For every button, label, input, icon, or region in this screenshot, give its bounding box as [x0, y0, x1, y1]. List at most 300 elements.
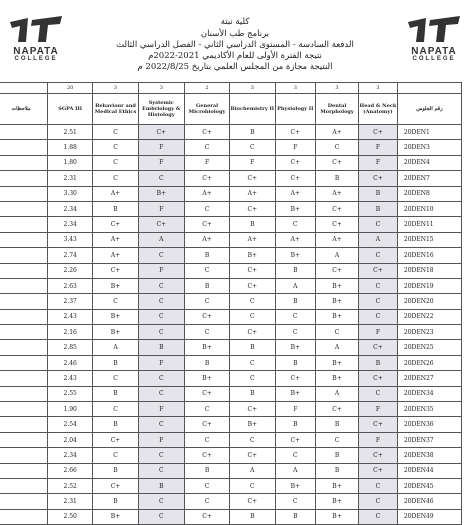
seat-number-cell: 20DEN18: [397, 263, 461, 278]
head-neck-grade: B: [359, 355, 398, 370]
behaviour-grade: C: [93, 448, 138, 463]
microbiology-grade: B+: [184, 371, 229, 386]
microbiology-grade: C: [184, 494, 229, 509]
napata-logo-right: [402, 16, 466, 66]
physiology-grade: C: [275, 217, 316, 232]
table-row: [0, 294, 462, 309]
sgpa-cell: 2.26: [48, 263, 93, 278]
notes-cell: [0, 402, 48, 417]
logo-wordmark: NAPATA: [13, 46, 59, 57]
microbiology-grade: C+: [184, 217, 229, 232]
seat-number-cell: 20DEN26: [397, 355, 461, 370]
physiology-grade: C: [275, 494, 316, 509]
header-dental-morphology: Dental Morphology: [316, 94, 359, 125]
notes-cell: [0, 171, 48, 186]
table-row: [0, 248, 462, 263]
physiology-grade: C: [275, 325, 316, 340]
embryology-grade: F: [138, 155, 184, 170]
header-seat-number: رقم الجلوس: [397, 94, 461, 125]
biochemistry-grade: C: [230, 140, 275, 155]
biochemistry-grade: C: [230, 294, 275, 309]
seat-number-cell: 20DEN35: [397, 402, 461, 417]
credit-hours-cell: 3: [93, 83, 138, 94]
logo-wordmark: NAPATA: [411, 46, 457, 57]
notes-cell: [0, 155, 48, 170]
table-row: [0, 125, 462, 140]
behaviour-grade: C: [93, 140, 138, 155]
behaviour-grade: B: [93, 494, 138, 509]
behaviour-grade: B+: [93, 509, 138, 524]
notes-cell: [0, 386, 48, 401]
embryology-grade: C: [138, 248, 184, 263]
dental-morphology-grade: B+: [316, 355, 359, 370]
embryology-grade: C: [138, 509, 184, 524]
dental-morphology-grade: A+: [316, 232, 359, 247]
dental-morphology-grade: C+: [316, 155, 359, 170]
microbiology-grade: C+: [184, 309, 229, 324]
sgpa-cell: 1.90: [48, 402, 93, 417]
header-microbiology: General Microbiology: [184, 94, 229, 125]
dental-morphology-grade: C+: [316, 217, 359, 232]
notes-cell: [0, 186, 48, 201]
table-row: [0, 340, 462, 355]
physiology-grade: B: [275, 509, 316, 524]
physiology-grade: C+: [275, 171, 316, 186]
head-neck-grade: C+: [359, 263, 398, 278]
header-embryology: Systemic Embriology & Histology: [138, 94, 184, 125]
dental-morphology-grade: B+: [316, 371, 359, 386]
notes-cell: [0, 432, 48, 447]
microbiology-grade: C+: [184, 509, 229, 524]
header-sgpa: SGPA III: [48, 94, 93, 125]
dental-morphology-grade: B+: [316, 278, 359, 293]
behaviour-grade: B+: [93, 325, 138, 340]
head-neck-grade: C: [359, 217, 398, 232]
physiology-grade: B: [275, 355, 316, 370]
behaviour-grade: C+: [93, 478, 138, 493]
sgpa-cell: 2.50: [48, 509, 93, 524]
seat-number-cell: 20DEN27: [397, 371, 461, 386]
microbiology-grade: C: [184, 402, 229, 417]
sgpa-cell: 1.80: [48, 155, 93, 170]
biochemistry-grade: C+: [230, 171, 275, 186]
credit-hours-cell: 3: [359, 83, 398, 94]
credit-hours-cell: [0, 83, 48, 94]
seat-number-cell: 20DEN22: [397, 309, 461, 324]
biochemistry-grade: C+: [230, 201, 275, 216]
dental-morphology-grade: A: [316, 248, 359, 263]
table-row: [0, 448, 462, 463]
head-neck-grade: C+: [359, 417, 398, 432]
notes-cell: [0, 355, 48, 370]
head-neck-grade: C+: [359, 371, 398, 386]
sgpa-cell: 2.46: [48, 355, 93, 370]
batch-level-line: الدفعة السادسة - المستوى الدراسي الثاني - الفصل الدراسي الثالث: [116, 40, 354, 50]
credit-hours-cell: 3: [138, 83, 184, 94]
result-period-line: نتيجة الفترة الأولى للعام الأكاديمي 2021-2022م: [148, 51, 322, 61]
microbiology-grade: B: [184, 355, 229, 370]
seat-number-cell: 20DEN45: [397, 478, 461, 493]
biochemistry-grade: B+: [230, 417, 275, 432]
logo-subtitle: COLLEGE: [412, 56, 456, 62]
head-neck-grade: C: [359, 478, 398, 493]
notes-cell: [0, 217, 48, 232]
behaviour-grade: B+: [93, 278, 138, 293]
subject-header-row: [0, 94, 462, 125]
sgpa-cell: 3.43: [48, 232, 93, 247]
physiology-grade: B+: [275, 248, 316, 263]
sgpa-cell: 2.55: [48, 386, 93, 401]
table-row: [0, 140, 462, 155]
table-row: [0, 478, 462, 493]
header-biochemistry: Biochemistry II: [230, 94, 275, 125]
credit-hours-cell: 20: [48, 83, 93, 94]
microbiology-grade: C+: [184, 386, 229, 401]
sgpa-cell: 2.37: [48, 294, 93, 309]
table-row: [0, 494, 462, 509]
table-row: [0, 217, 462, 232]
header-notes: ملاحظات: [0, 94, 48, 125]
results-table: [0, 82, 462, 525]
behaviour-grade: B: [93, 386, 138, 401]
logo-subtitle: COLLEGE: [14, 56, 58, 62]
microbiology-grade: F: [184, 155, 229, 170]
embryology-grade: C: [138, 171, 184, 186]
table-row: [0, 432, 462, 447]
microbiology-grade: B: [184, 463, 229, 478]
table-row: [0, 263, 462, 278]
credit-hours-cell: 3: [230, 83, 275, 94]
physiology-grade: C: [275, 309, 316, 324]
microbiology-grade: C: [184, 432, 229, 447]
physiology-grade: F: [275, 140, 316, 155]
sgpa-cell: 2.63: [48, 278, 93, 293]
behaviour-grade: C: [93, 402, 138, 417]
sgpa-cell: 2.34: [48, 217, 93, 232]
notes-cell: [0, 201, 48, 216]
behaviour-grade: B+: [93, 309, 138, 324]
notes-cell: [0, 140, 48, 155]
table-row: [0, 309, 462, 324]
sgpa-cell: 2.43: [48, 309, 93, 324]
biochemistry-grade: B: [230, 340, 275, 355]
physiology-grade: C: [275, 448, 316, 463]
header-behaviour: Behaviour and Medical Ethics: [93, 94, 138, 125]
table-row: [0, 371, 462, 386]
physiology-grade: C+: [275, 155, 316, 170]
embryology-grade: C: [138, 309, 184, 324]
head-neck-grade: A: [359, 232, 398, 247]
behaviour-grade: A: [93, 340, 138, 355]
notes-cell: [0, 248, 48, 263]
head-neck-grade: C: [359, 278, 398, 293]
biochemistry-grade: C+: [230, 402, 275, 417]
microbiology-grade: C: [184, 140, 229, 155]
table-row: [0, 463, 462, 478]
biochemistry-grade: B: [230, 386, 275, 401]
biochemistry-grade: C: [230, 371, 275, 386]
biochemistry-grade: A+: [230, 232, 275, 247]
embryology-grade: C: [138, 448, 184, 463]
physiology-grade: C+: [275, 371, 316, 386]
head-neck-grade: F: [359, 155, 398, 170]
embryology-grade: F: [138, 355, 184, 370]
seat-number-cell: 20DEN11: [397, 217, 461, 232]
microbiology-grade: A+: [184, 232, 229, 247]
behaviour-grade: C: [93, 171, 138, 186]
embryology-grade: B+: [138, 186, 184, 201]
behaviour-grade: B: [93, 355, 138, 370]
notes-cell: [0, 371, 48, 386]
head-neck-grade: F: [359, 140, 398, 155]
physiology-grade: A: [275, 278, 316, 293]
head-neck-grade: C+: [359, 125, 398, 140]
microbiology-grade: B: [184, 248, 229, 263]
embryology-grade: B: [138, 340, 184, 355]
sgpa-cell: 1.88: [48, 140, 93, 155]
biochemistry-grade: B: [230, 125, 275, 140]
behaviour-grade: A+: [93, 232, 138, 247]
seat-number-cell: 20DEN20: [397, 294, 461, 309]
notes-cell: [0, 278, 48, 293]
dental-morphology-grade: B: [316, 463, 359, 478]
biochemistry-grade: C: [230, 355, 275, 370]
head-neck-grade: C: [359, 294, 398, 309]
embryology-grade: C+: [138, 125, 184, 140]
dental-morphology-grade: C+: [316, 402, 359, 417]
biochemistry-grade: C+: [230, 263, 275, 278]
biochemistry-grade: F: [230, 155, 275, 170]
sgpa-cell: 2.31: [48, 171, 93, 186]
biochemistry-grade: C: [230, 432, 275, 447]
dental-morphology-grade: C: [316, 140, 359, 155]
sgpa-cell: 2.74: [48, 248, 93, 263]
napata-logo-mark-icon: [402, 16, 466, 46]
sgpa-cell: 2.43: [48, 371, 93, 386]
notes-cell: [0, 340, 48, 355]
notes-cell: [0, 263, 48, 278]
table-row: [0, 171, 462, 186]
physiology-grade: B+: [275, 340, 316, 355]
credit-hours-cell: 3: [316, 83, 359, 94]
embryology-grade: C+: [138, 217, 184, 232]
sgpa-cell: 2.34: [48, 201, 93, 216]
head-neck-grade: F: [359, 432, 398, 447]
table-row: [0, 186, 462, 201]
head-neck-grade: F: [359, 325, 398, 340]
head-neck-grade: C: [359, 309, 398, 324]
embryology-grade: C: [138, 417, 184, 432]
credit-hours-cell: 3: [275, 83, 316, 94]
microbiology-grade: B+: [184, 340, 229, 355]
behaviour-grade: C+: [93, 263, 138, 278]
embryology-grade: B: [138, 478, 184, 493]
head-neck-grade: C: [359, 509, 398, 524]
microbiology-grade: C: [184, 201, 229, 216]
dental-morphology-grade: B+: [316, 509, 359, 524]
sgpa-cell: 2.16: [48, 325, 93, 340]
biochemistry-grade: A: [230, 463, 275, 478]
microbiology-grade: C: [184, 263, 229, 278]
embryology-grade: F: [138, 201, 184, 216]
physiology-grade: A: [275, 463, 316, 478]
approval-line: النتيجة مجازة من المجلس العلمي بتاريخ 2022/8/25 م: [137, 62, 333, 72]
physiology-grade: B: [275, 417, 316, 432]
head-neck-grade: B: [359, 186, 398, 201]
notes-cell: [0, 294, 48, 309]
seat-number-cell: 20DEN8: [397, 186, 461, 201]
notes-cell: [0, 232, 48, 247]
dental-morphology-grade: C+: [316, 201, 359, 216]
biochemistry-grade: C+: [230, 448, 275, 463]
behaviour-grade: B: [93, 463, 138, 478]
embryology-grade: C: [138, 386, 184, 401]
head-neck-grade: C: [359, 248, 398, 263]
notes-cell: [0, 463, 48, 478]
biochemistry-grade: C+: [230, 278, 275, 293]
biochemistry-grade: C+: [230, 494, 275, 509]
embryology-grade: F: [138, 140, 184, 155]
notes-cell: [0, 309, 48, 324]
table-row: [0, 232, 462, 247]
sgpa-cell: 2.52: [48, 478, 93, 493]
dental-morphology-grade: A+: [316, 125, 359, 140]
sgpa-cell: 2.54: [48, 417, 93, 432]
head-neck-grade: C: [359, 386, 398, 401]
embryology-grade: C: [138, 463, 184, 478]
notes-cell: [0, 125, 48, 140]
head-neck-grade: C+: [359, 463, 398, 478]
table-row: [0, 402, 462, 417]
seat-number-cell: 20DEN1: [397, 125, 461, 140]
behaviour-grade: C: [93, 371, 138, 386]
biochemistry-grade: C: [230, 309, 275, 324]
table-row: [0, 278, 462, 293]
napata-logo-mark-icon: [4, 16, 68, 46]
notes-cell: [0, 417, 48, 432]
microbiology-grade: C+: [184, 125, 229, 140]
seat-number-cell: 20DEN46: [397, 494, 461, 509]
embryology-grade: C: [138, 494, 184, 509]
table-row: [0, 386, 462, 401]
physiology-grade: B+: [275, 386, 316, 401]
behaviour-grade: C: [93, 155, 138, 170]
dental-morphology-grade: C: [316, 325, 359, 340]
embryology-grade: A: [138, 232, 184, 247]
behaviour-grade: B: [93, 201, 138, 216]
dental-morphology-grade: B+: [316, 494, 359, 509]
notes-cell: [0, 494, 48, 509]
behaviour-grade: A+: [93, 248, 138, 263]
dental-morphology-grade: C+: [316, 263, 359, 278]
table-row: [0, 155, 462, 170]
physiology-grade: C+: [275, 432, 316, 447]
seat-number-cell: 20DEN16: [397, 248, 461, 263]
dental-morphology-grade: B+: [316, 294, 359, 309]
credit-hours-row: [0, 83, 462, 94]
college-name: كلية نبتة: [220, 17, 250, 27]
behaviour-grade: C: [93, 125, 138, 140]
program-name: برنامج طب الأسنان: [200, 29, 270, 39]
biochemistry-grade: B: [230, 217, 275, 232]
seat-number-cell: 20DEN34: [397, 386, 461, 401]
table-row: [0, 201, 462, 216]
head-neck-grade: C+: [359, 340, 398, 355]
notes-cell: [0, 478, 48, 493]
head-neck-grade: B: [359, 201, 398, 216]
dental-morphology-grade: B+: [316, 478, 359, 493]
sgpa-cell: 2.85: [48, 340, 93, 355]
seat-number-cell: 20DEN49: [397, 509, 461, 524]
notes-cell: [0, 509, 48, 524]
sgpa-cell: 2.34: [48, 448, 93, 463]
microbiology-grade: C+: [184, 448, 229, 463]
behaviour-grade: C+: [93, 217, 138, 232]
seat-number-cell: 20DEN25: [397, 340, 461, 355]
biochemistry-grade: C+: [230, 325, 275, 340]
notes-cell: [0, 448, 48, 463]
seat-number-cell: 20DEN38: [397, 448, 461, 463]
embryology-grade: C: [138, 294, 184, 309]
sgpa-cell: 2.31: [48, 494, 93, 509]
physiology-grade: A+: [275, 232, 316, 247]
microbiology-grade: C: [184, 478, 229, 493]
seat-number-cell: 20DEN19: [397, 278, 461, 293]
embryology-grade: F: [138, 432, 184, 447]
physiology-grade: B: [275, 294, 316, 309]
microbiology-grade: C+: [184, 417, 229, 432]
physiology-grade: A+: [275, 186, 316, 201]
table-row: [0, 417, 462, 432]
seat-number-cell: 20DEN44: [397, 463, 461, 478]
credit-hours-cell: 2: [184, 83, 229, 94]
seat-number-cell: 20DEN23: [397, 325, 461, 340]
biochemistry-grade: B: [230, 509, 275, 524]
seat-number-cell: 20DEN4: [397, 155, 461, 170]
seat-number-cell: 20DEN7: [397, 171, 461, 186]
head-neck-grade: C+: [359, 171, 398, 186]
seat-number-cell: 20DEN15: [397, 232, 461, 247]
table-row: [0, 355, 462, 370]
dental-morphology-grade: B+: [316, 309, 359, 324]
credit-hours-cell: [397, 83, 461, 94]
embryology-grade: C: [138, 371, 184, 386]
physiology-grade: B+: [275, 201, 316, 216]
dental-morphology-grade: C: [316, 432, 359, 447]
seat-number-cell: 20DEN36: [397, 417, 461, 432]
seat-number-cell: 20DEN37: [397, 432, 461, 447]
dental-morphology-grade: A+: [316, 186, 359, 201]
sgpa-cell: 3.30: [48, 186, 93, 201]
physiology-grade: B: [275, 263, 316, 278]
behaviour-grade: A+: [93, 186, 138, 201]
sgpa-cell: 2.04: [48, 432, 93, 447]
biochemistry-grade: A+: [230, 186, 275, 201]
behaviour-grade: C+: [93, 432, 138, 447]
seat-number-cell: 20DEN3: [397, 140, 461, 155]
dental-morphology-grade: A: [316, 386, 359, 401]
seat-number-cell: 20DEN10: [397, 201, 461, 216]
dental-morphology-grade: B: [316, 417, 359, 432]
physiology-grade: C+: [275, 125, 316, 140]
microbiology-grade: C: [184, 294, 229, 309]
embryology-grade: C: [138, 278, 184, 293]
dental-morphology-grade: B: [316, 448, 359, 463]
physiology-grade: B+: [275, 478, 316, 493]
sgpa-cell: 2.51: [48, 125, 93, 140]
behaviour-grade: C: [93, 294, 138, 309]
behaviour-grade: B: [93, 417, 138, 432]
